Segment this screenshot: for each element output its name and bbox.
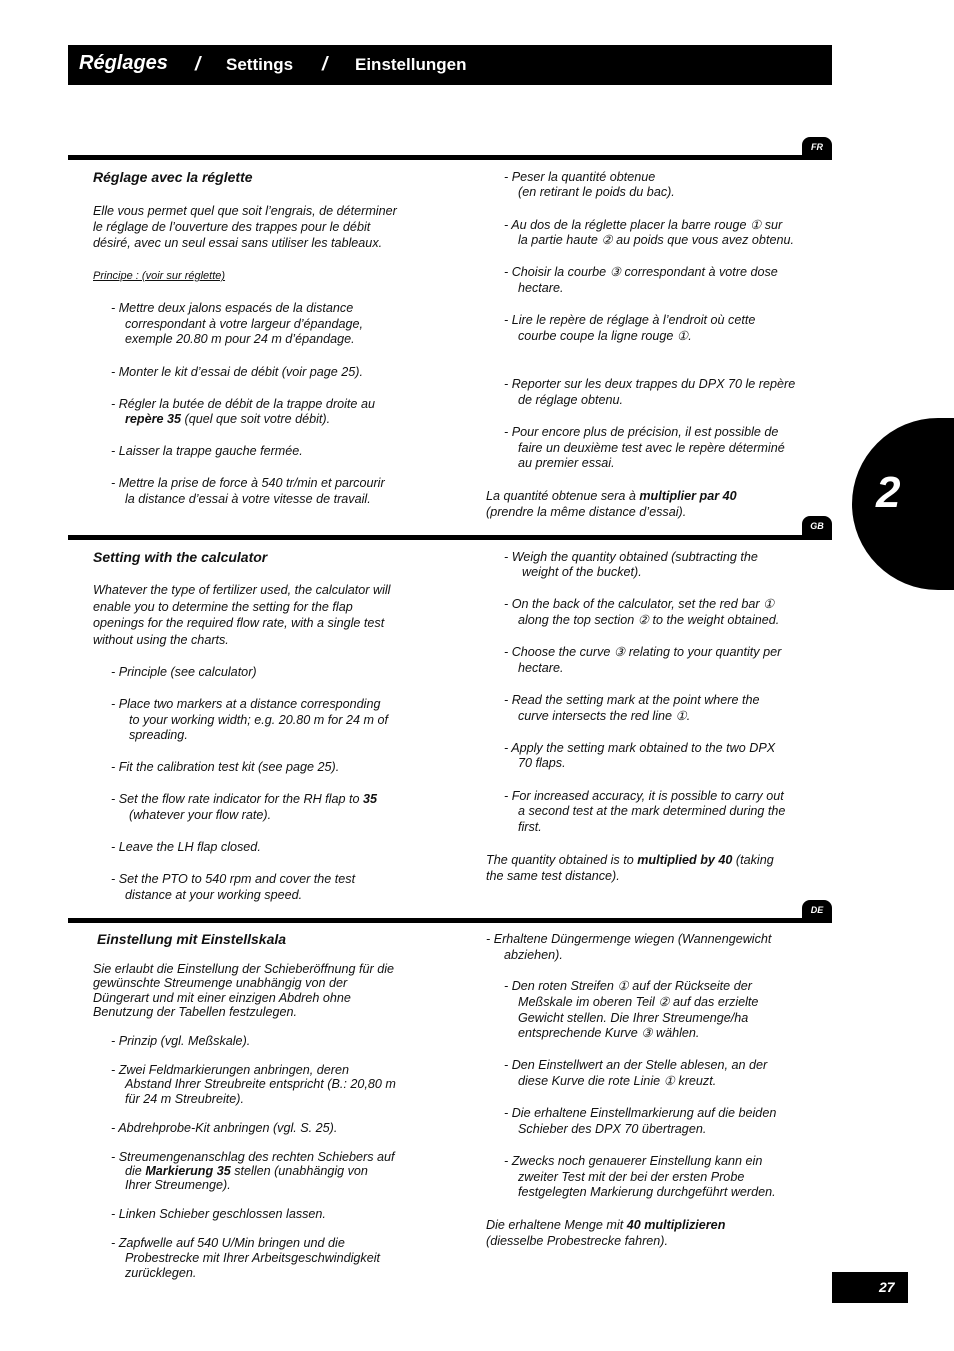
fr-list-item: faire un deuxième test avec le repère déterminé (518, 441, 785, 455)
chapter-number: 2 (876, 468, 901, 517)
fr-list-item: la partie haute ② au poids que vous avez obtenu. (518, 233, 794, 247)
gb-bold: multiplied by 40 (637, 853, 733, 867)
fr-list-item (125, 411, 330, 427)
gb-list-item: - Place two markers at a distance corresponding (111, 697, 381, 711)
title-de: Einstellungen (355, 55, 467, 74)
de-list-item: festgelegten Markierung durchgeführt werden. (518, 1185, 776, 1199)
gb-list-item: distance at your working speed. (125, 888, 303, 902)
gb-conclusion (486, 852, 774, 868)
gb-list-item: hectare. (518, 661, 564, 675)
fr-list-item: correspondant à votre largeur d’épandage, (125, 317, 364, 331)
de-list-item: Schieber des DPX 70 übertragen. (518, 1122, 707, 1136)
gb-intro-line: enable you to determine the setting for the flap (93, 600, 353, 614)
gb-bold: 35 (363, 792, 378, 806)
de-intro-line: gewünschte Streumenge unabhängig von der (93, 976, 348, 990)
section-rule-fr (68, 155, 832, 160)
gb-list-item: - Read the setting mark at the point where the (504, 693, 760, 707)
fr-list-item: - Reporter sur les deux trappes du DPX 70 le repère (504, 377, 796, 391)
gb-text: - Set the flow rate indicator for the RH flap to (111, 792, 363, 806)
fr-intro-line: le réglage de l’ouverture des trappes pour le débit (93, 220, 371, 234)
fr-list-item: - Mettre deux jalons espacés de la distance (111, 301, 354, 315)
fr-list-item: - Choisir la courbe ③ correspondant à votre dose (504, 265, 778, 279)
page-number: 27 (879, 1279, 895, 1295)
fr-bold: repère 35 (125, 412, 182, 426)
fr-list-item: de réglage obtenu. (518, 393, 624, 407)
gb-list-item: - Set the PTO to 540 rpm and cover the test (111, 872, 356, 886)
section-rule-gb (68, 535, 832, 540)
de-bold: 40 multiplizieren (626, 1218, 726, 1232)
de-list-item: Meßskale im oberen Teil ② auf das erzielte (518, 995, 759, 1009)
fr-conclusion: (prendre la même distance d’essai). (486, 505, 687, 519)
gb-list-item: - Choose the curve ③ relating to your quantity per (504, 645, 782, 659)
de-list-item: - Abdrehprobe-Kit anbringen (vgl. S. 25). (111, 1121, 338, 1135)
de-list-item: - Streumengenanschlag des rechten Schiebers auf (111, 1150, 395, 1164)
gb-intro-line: openings for the required flow rate, with a single test (93, 616, 385, 630)
fr-list-item: - Mettre la prise de force à 540 tr/min et parcourir (111, 476, 385, 490)
gb-text: The quantity obtained is to (486, 853, 638, 867)
fr-list-item: (en retirant le poids du bac). (518, 185, 675, 199)
de-list-item: - Zwei Feldmarkierungen anbringen, deren (111, 1063, 350, 1077)
lang-tab-fr: FR (802, 137, 832, 157)
de-list-item: - Den Einstellwert an der Stelle ablesen, an der (504, 1058, 768, 1072)
de-list-item: diese Kurve die rote Linie ① kreuzt. (518, 1074, 717, 1088)
title-fr: Réglages (79, 52, 168, 74)
gb-list-item: 70 flaps. (518, 756, 566, 770)
de-intro-line: Sie erlaubt die Einstellung der Schieberöffnung für die (93, 962, 395, 976)
gb-conclusion: the same test distance). (486, 869, 620, 883)
fr-list-item: exemple 20.80 m pour 24 m d’épandage. (125, 332, 355, 346)
gb-intro-line: without using the charts. (93, 633, 229, 647)
gb-list-item: - Principle (see calculator) (111, 665, 257, 679)
gb-text: (taking (732, 853, 774, 867)
lang-tab-gb: GB (802, 516, 832, 536)
de-bold: Markierung 35 (145, 1164, 231, 1178)
gb-list-item: along the top section ② to the weight obtained. (518, 613, 780, 627)
gb-list-item: - For increased accuracy, it is possible to carry out (504, 789, 784, 803)
de-intro-line: Düngerart und mit einer einzigen Abdreh ohne (93, 991, 351, 1005)
gb-list-item (111, 791, 377, 807)
lang-tab-de: DE (802, 900, 832, 920)
fr-list-item: - Peser la quantité obtenue (504, 170, 656, 184)
de-text: Die erhaltene Menge mit (486, 1218, 627, 1232)
fr-list-item: - Laisser la trappe gauche fermée. (111, 444, 303, 458)
section-title-gb: Setting with the calculator (93, 549, 268, 565)
gb-list-item: (whatever your flow rate). (129, 808, 272, 822)
de-text: stellen (unabhängig von (230, 1164, 368, 1178)
de-list-item: - Zapfwelle auf 540 U/Min bringen und die (111, 1236, 345, 1250)
gb-list-item: a second test at the mark determined during the (518, 804, 786, 818)
de-list-item: Gewicht stellen. Die Ihrer Streumenge/ha (518, 1011, 749, 1025)
page-number-box (832, 1272, 908, 1303)
de-list-item: Probestrecke mit Ihrer Arbeitsgeschwindigkeit (125, 1251, 381, 1265)
gb-list-item: to your working width; e.g. 20.80 m for 24 m of (129, 713, 388, 727)
gb-list-item: spreading. (129, 728, 188, 742)
fr-list-item: - Pour encore plus de précision, il est possible de (504, 425, 779, 439)
de-list-item: zurücklegen. (125, 1266, 197, 1280)
chapter-tab (852, 418, 954, 590)
de-conclusion (486, 1217, 725, 1233)
section-title-fr: Réglage avec la réglette (93, 169, 253, 185)
fr-text: (quel que soit votre débit). (181, 412, 331, 426)
header-bar (68, 45, 832, 85)
de-list-item: - Prinzip (vgl. Meßskale). (111, 1034, 251, 1048)
de-list-item: für 24 m Streubreite). (125, 1092, 244, 1106)
section-rule-de (68, 918, 832, 923)
fr-list-item: courbe coupe la ligne rouge ①. (518, 329, 692, 343)
fr-principe: Principe : (voir sur réglette) (93, 270, 226, 282)
fr-list-item: la distance d’essai à votre vitesse de travail. (125, 492, 371, 506)
fr-list-item: au premier essai. (518, 456, 615, 470)
de-list-item: entsprechende Kurve ③ wählen. (518, 1026, 700, 1040)
fr-list-item: hectare. (518, 281, 564, 295)
title-separator: / (195, 54, 201, 75)
de-list-item: - Den roten Streifen ① auf der Rückseite der (504, 979, 752, 993)
de-intro-line: Benutzung der Tabellen festzulegen. (93, 1005, 297, 1019)
gb-list-item: - Weigh the quantity obtained (subtracting the (504, 550, 758, 564)
fr-list-item: - Régler la butée de débit de la trappe droite au (111, 397, 375, 411)
fr-conclusion (486, 488, 737, 504)
de-list-item: - Zwecks noch genauerer Einstellung kann ein (504, 1154, 763, 1168)
fr-intro-line: désiré, avec un seul essai sans utiliser les tableaux. (93, 236, 383, 250)
de-list-item: - Erhaltene Düngermenge wiegen (Wannengewicht (486, 932, 772, 946)
gb-list-item: - On the back of the calculator, set the red bar ① (504, 597, 775, 611)
fr-intro-line: Elle vous permet quel que soit l’engrais, de déterminer (93, 204, 397, 218)
de-list-item: zweiter Test mit der bei der ersten Probe (518, 1170, 745, 1184)
de-list-item: - Linken Schieber geschlossen lassen. (111, 1207, 326, 1221)
section-title-de: Einstellung mit Einstellskala (97, 931, 287, 947)
gb-list-item: - Fit the calibration test kit (see page 25). (111, 760, 340, 774)
gb-list-item: curve intersects the red line ①. (518, 709, 691, 723)
gb-list-item: first. (518, 820, 542, 834)
de-conclusion: (diesselbe Probestrecke fahren). (486, 1234, 669, 1248)
fr-text: La quantité obtenue sera à (486, 489, 640, 503)
de-list-item: Ihrer Streumenge). (125, 1178, 231, 1192)
de-list-item: - Die erhaltene Einstellmarkierung auf die beiden (504, 1106, 777, 1120)
fr-list-item: - Monter le kit d’essai de débit (voir page 25). (111, 365, 363, 379)
gb-list-item: - Leave the LH flap closed. (111, 840, 261, 854)
gb-list-item: weight of the bucket). (522, 565, 642, 579)
de-list-item: abziehen). (504, 948, 563, 962)
gb-list-item: - Apply the setting mark obtained to the two DPX (504, 741, 776, 755)
gb-intro-line: Whatever the type of fertilizer used, the calculator will (93, 583, 391, 597)
de-text: die (125, 1164, 146, 1178)
title-separator: / (322, 54, 328, 75)
fr-bold: multiplier par 40 (639, 489, 737, 503)
fr-list-item: - Lire le repère de réglage à l’endroit où cette (504, 313, 756, 327)
fr-list-item: - Au dos de la réglette placer la barre rouge ① sur (504, 218, 783, 232)
de-list-item: Abstand Ihrer Streubreite entspricht (B.: 20,80 m (125, 1077, 396, 1091)
title-gb: Settings (226, 55, 294, 74)
